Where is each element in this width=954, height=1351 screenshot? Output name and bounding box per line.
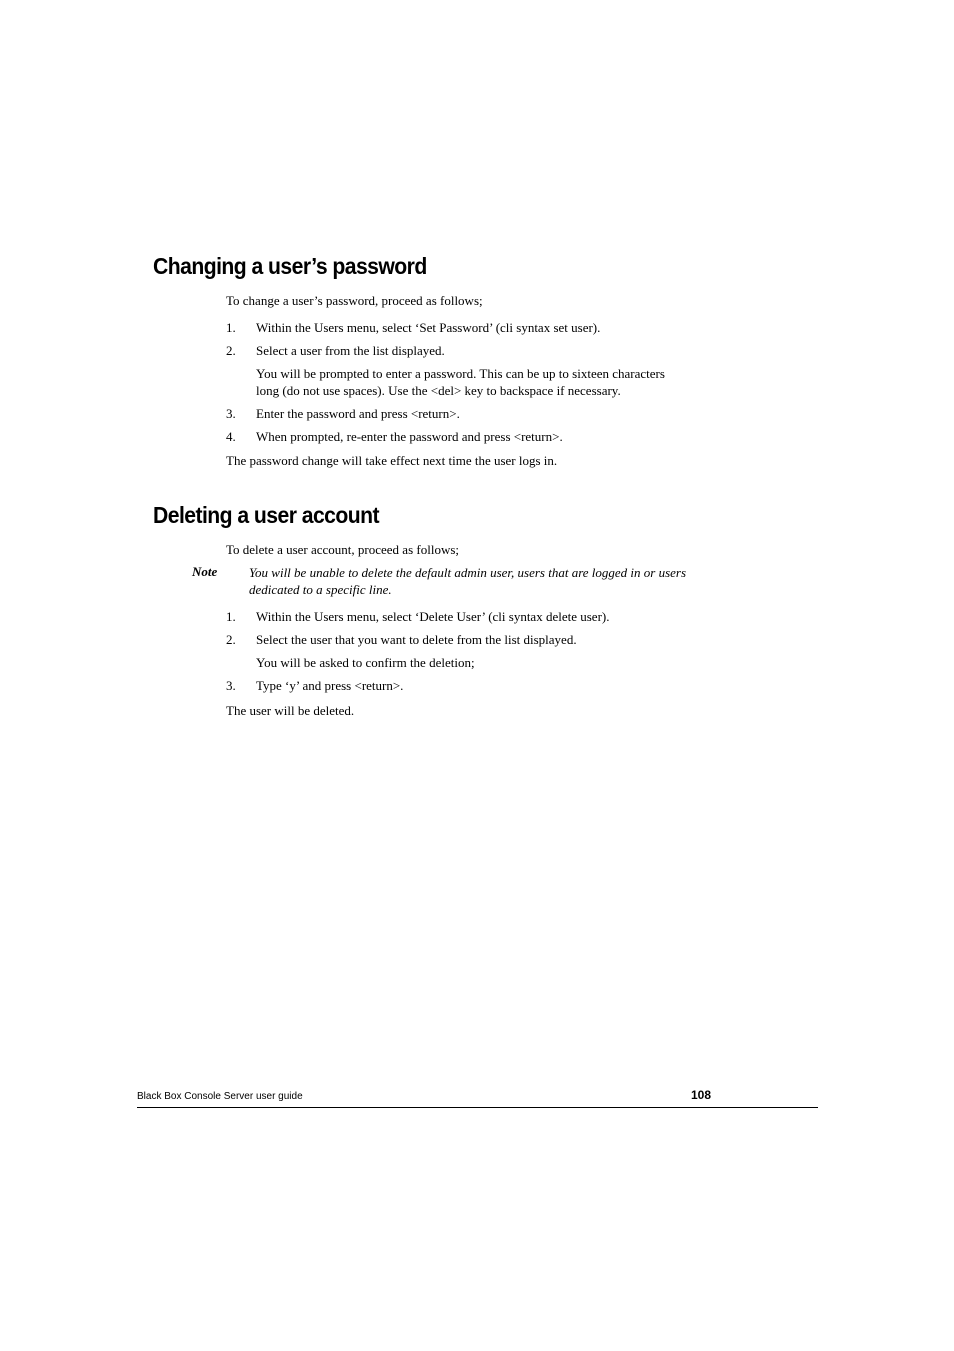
step-text: Select a user from the list displayed. (256, 343, 445, 358)
step-text: Type ‘y’ and press <return>. (256, 678, 404, 693)
step-detail-line: long (do not use spaces). Use the <del> key to backspace if necessary. (256, 383, 621, 398)
footer-divider (137, 1107, 818, 1108)
note-text-line: You will be unable to delete the default admin user, users that are logged in or users (249, 565, 687, 580)
step-text: Within the Users menu, select ‘Set Password’ (cli syntax set user). (256, 320, 601, 335)
step-number: 1. (226, 609, 236, 624)
page-number: 108 (691, 1088, 712, 1102)
intro-text: To delete a user account, proceed as follows; (226, 542, 459, 557)
outro-text: The user will be deleted. (226, 703, 355, 718)
step-text: When prompted, re-enter the password and press <return>. (256, 429, 563, 444)
step-number: 1. (226, 320, 236, 335)
footer-title: Black Box Console Server user guide (137, 1091, 303, 1102)
note-label: Note (192, 564, 218, 579)
step-number: 2. (226, 343, 236, 358)
step-number: 3. (226, 678, 236, 693)
intro-text: To change a user’s password, proceed as follows; (226, 293, 483, 308)
step-detail-line: You will be asked to confirm the deletion; (256, 655, 475, 670)
step-number: 3. (226, 406, 236, 421)
step-number: 2. (226, 632, 236, 647)
section-heading-delete-account: Deleting a user account (153, 502, 380, 528)
outro-text: The password change will take effect next time the user logs in. (226, 453, 558, 468)
note-text-line: dedicated to a specific line. (249, 582, 392, 597)
step-detail-line: You will be prompted to enter a password. This can be up to sixteen characters (256, 366, 665, 381)
section-heading-change-password: Changing a user’s password (153, 253, 427, 279)
step-text: Within the Users menu, select ‘Delete User’ (cli syntax delete user). (256, 609, 610, 624)
step-number: 4. (226, 429, 236, 444)
step-text: Enter the password and press <return>. (256, 406, 460, 421)
step-text: Select the user that you want to delete from the list displayed. (256, 632, 577, 647)
